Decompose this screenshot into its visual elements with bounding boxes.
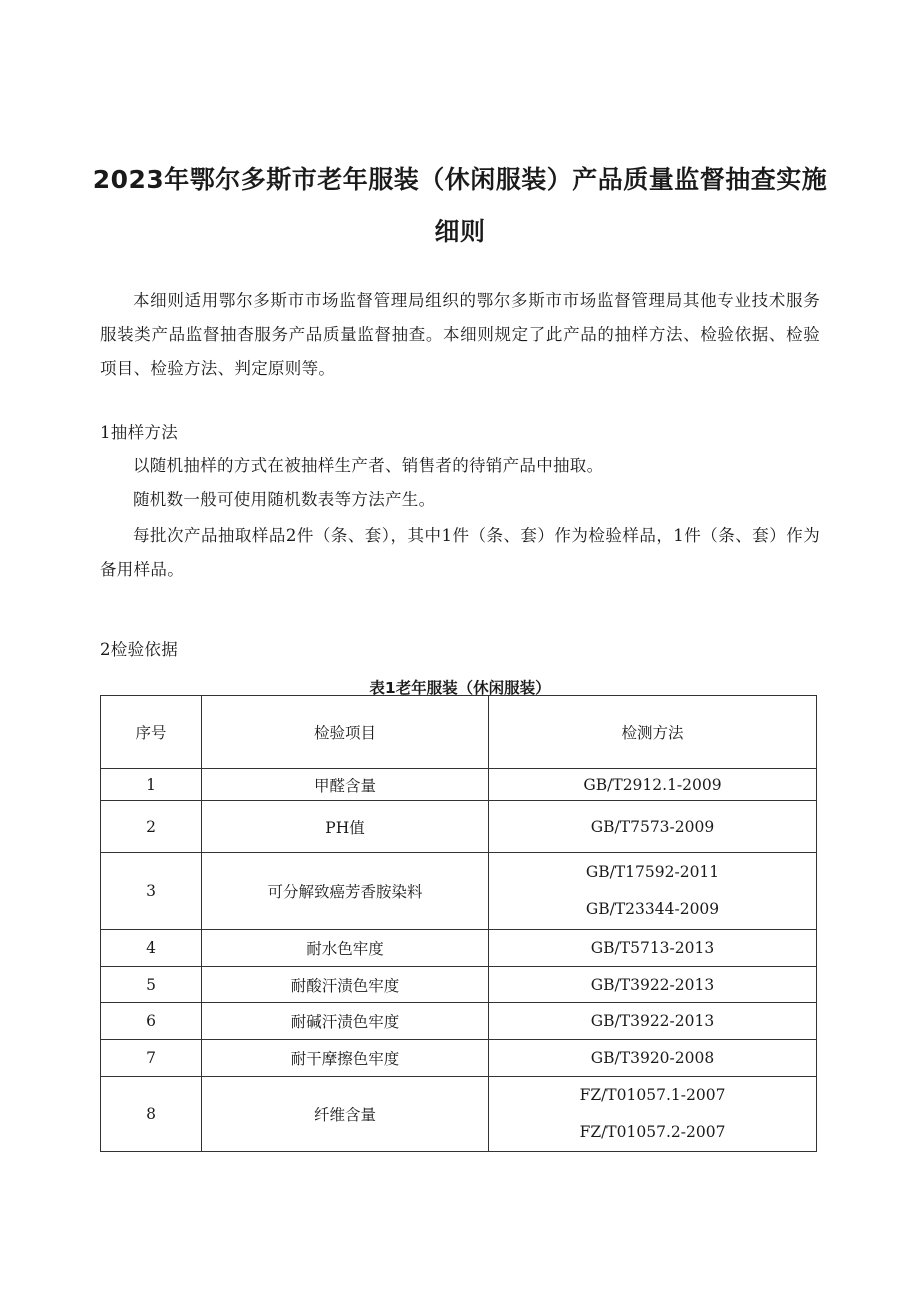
intro-paragraph: 本细则适用鄂尔多斯市市场监督管理局组织的鄂尔多斯市市场监督管理局其他专业技术服务服装类产品监督抽杳服务产品质量监督抽查。本细则规定了此产品的抽样方法、检验依据、检验项目、检验方法、判定原则等。 <box>100 291 820 378</box>
table-header-row <box>101 696 817 769</box>
row-no: 4 <box>101 930 202 967</box>
section-2-heading: 2检验依据 <box>100 640 178 659</box>
table-caption: 表1老年服装（休闲服装） <box>369 679 551 697</box>
table-row <box>101 1003 817 1040</box>
row-no: 5 <box>101 967 202 1003</box>
row-method-line: FZ/T01057.2-2007 <box>579 1123 726 1141</box>
table-row <box>101 1040 817 1077</box>
table-row <box>101 967 817 1003</box>
row-method: GB/T7573-2009 <box>489 801 817 853</box>
sampling-paragraph-2: 随机数一般可使用随机数表等方法产生。 <box>133 490 436 509</box>
sampling-paragraph-1: 以随机抽样的方式在被抽样生产者、销售者的待销产品中抽取。 <box>133 456 604 475</box>
row-item: 可分解致癌芳香胺染料 <box>202 853 489 930</box>
row-item: 耐碱汗渍色牢度 <box>202 1003 489 1040</box>
row-method: GB/T2912.1-2009 <box>489 769 817 801</box>
document-title-line-1: 2023年鄂尔多斯市老年服装（休闲服装）产品质量监督抽查实施 <box>92 165 828 194</box>
table-row <box>101 769 817 801</box>
row-no: 6 <box>101 1003 202 1040</box>
row-method <box>489 853 817 930</box>
row-method: GB/T3922-2013 <box>489 1003 817 1040</box>
row-item: 耐水色牢度 <box>202 930 489 967</box>
row-item: 耐酸汗渍色牢度 <box>202 967 489 1003</box>
row-item: PH值 <box>202 801 489 853</box>
row-no: 8 <box>101 1077 202 1152</box>
row-method-line: GB/T23344-2009 <box>585 900 720 918</box>
table-row <box>101 853 817 930</box>
inspection-table <box>100 695 817 1152</box>
row-method-line: GB/T17592-2011 <box>585 863 720 881</box>
sampling-paragraph-3: 每批次产品抽取样品2件（条、套），其中1件（条、套）作为检验样品，1件（条、套）作为备用样品。 <box>100 526 820 579</box>
document-title-line-2: 细则 <box>434 217 486 246</box>
row-method: GB/T3922-2013 <box>489 967 817 1003</box>
row-method: GB/T5713-2013 <box>489 930 817 967</box>
row-no: 2 <box>101 801 202 853</box>
table-row <box>101 1077 817 1152</box>
row-item: 纤维含量 <box>202 1077 489 1152</box>
row-method <box>489 1077 817 1152</box>
header-method: 检测方法 <box>489 696 817 769</box>
row-item: 耐干摩擦色牢度 <box>202 1040 489 1077</box>
table-row <box>101 930 817 967</box>
section-1-heading: 1抽样方法 <box>100 423 178 442</box>
header-no: 序号 <box>101 696 202 769</box>
row-item: 甲醛含量 <box>202 769 489 801</box>
table-row <box>101 801 817 853</box>
row-method: GB/T3920-2008 <box>489 1040 817 1077</box>
row-no: 3 <box>101 853 202 930</box>
row-no: 7 <box>101 1040 202 1077</box>
header-item: 检验项目 <box>202 696 489 769</box>
row-no: 1 <box>101 769 202 801</box>
row-method-line: FZ/T01057.1-2007 <box>579 1086 726 1104</box>
